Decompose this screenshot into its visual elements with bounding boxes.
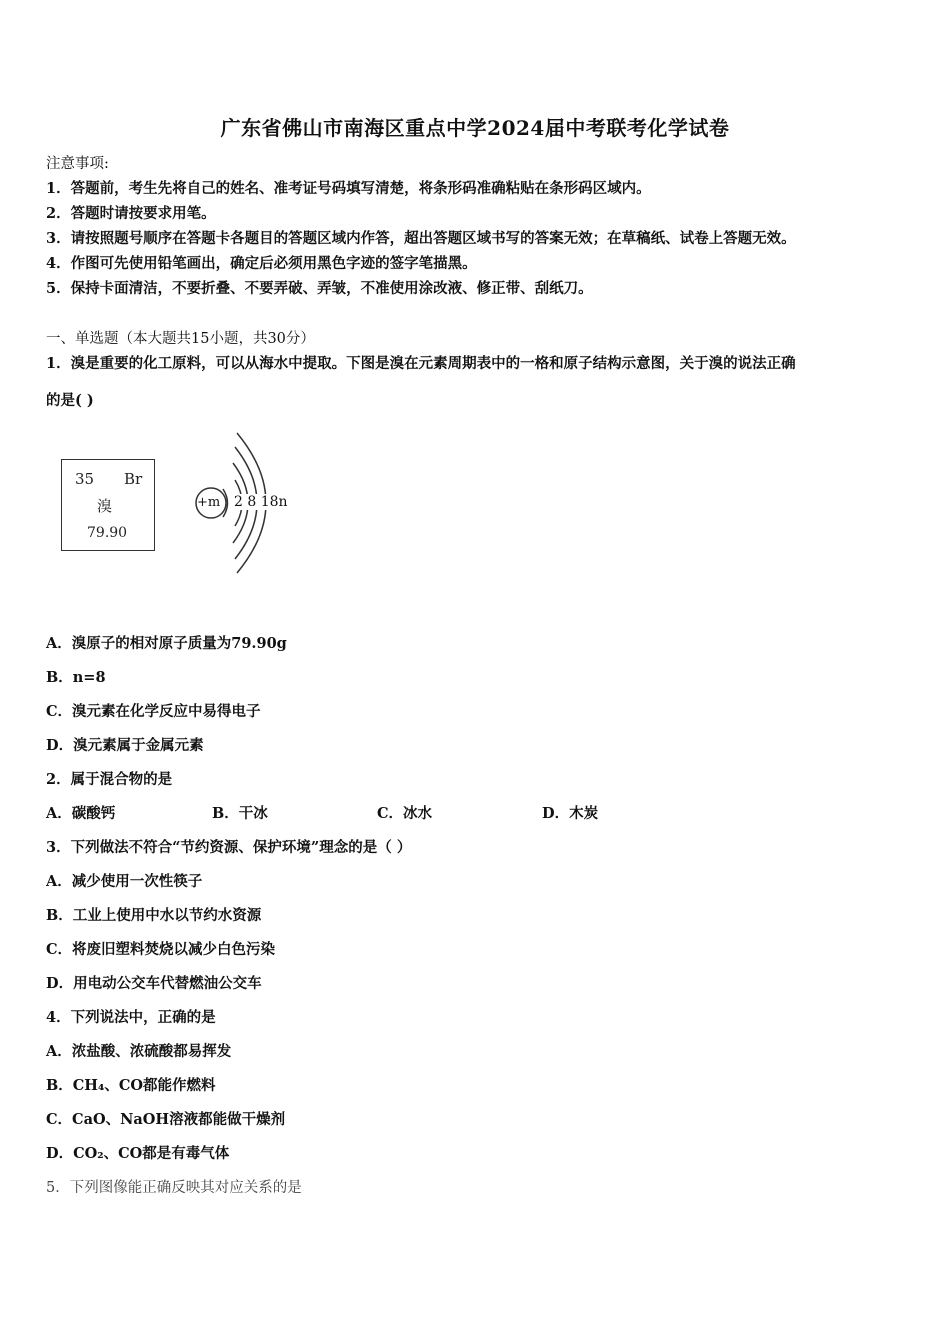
q3-stem: 3．下列做法不符合“节约资源、保护环境”理念的是（ ） (46, 839, 412, 856)
notice-item-1: 1．答题前，考生先将自己的姓名、准考证号码填写清楚，将条形码准确粘贴在条形码区域内。 (46, 180, 651, 197)
q1-option-c: C．溴元素在化学反应中易得电子 (46, 703, 261, 720)
q4-option-a: A．浓盐酸、浓硫酸都易挥发 (46, 1043, 232, 1060)
notice-item-3: 3．请按照题号顺序在答题卡各题目的答题区域内作答，超出答题区域书写的答案无效；在草稿纸、试卷上答题无效。 (46, 230, 796, 247)
q2-stem: 2．属于混合物的是 (46, 771, 173, 788)
q1-option-d: D．溴元素属于金属元素 (46, 737, 204, 754)
q2-option-d: D．木炭 (542, 805, 599, 822)
q2-option-b: B．干冰 (212, 805, 268, 822)
q2-option-a: A．碳酸钙 (46, 805, 116, 822)
q4-stem: 4．下列说法中，正确的是 (46, 1009, 216, 1026)
electron-shells: 2 8 18n (234, 494, 288, 510)
q2-option-c: C．冰水 (377, 805, 433, 822)
q1-option-a: A．溴原子的相对原子质量为79.90g (46, 635, 287, 652)
notice-item-4: 4．作图可先使用铅笔画出，确定后必须用黑色字迹的签字笔描黑。 (46, 255, 477, 272)
periodic-table-cell (61, 459, 155, 551)
element-name: 溴 (97, 497, 113, 515)
notice-item-5: 5．保持卡面清洁，不要折叠、不要弄破、弄皱，不准使用涂改液、修正带、刮纸刀。 (46, 280, 593, 297)
nucleus-charge: +m (197, 495, 221, 510)
element-symbol: Br (124, 470, 143, 488)
q4-option-d: D．CO₂、CO都是有毒气体 (46, 1145, 230, 1162)
q1-option-b: B．n=8 (46, 669, 106, 686)
notice-heading: 注意事项: (46, 156, 109, 172)
page-title: 广东省佛山市南海区重点中学2024届中考联考化学试卷 (220, 116, 730, 140)
q3-option-b: B．工业上使用中水以节约水资源 (46, 907, 262, 924)
notice-item-2: 2．答题时请按要求用笔。 (46, 205, 216, 222)
q4-option-c: C．CaO、NaOH溶液都能做干燥剂 (46, 1111, 286, 1128)
atomic-number: 35 (75, 470, 95, 488)
q3-option-d: D．用电动公交车代替燃油公交车 (46, 975, 262, 992)
q1-stem-line-2: 的是( ) (46, 392, 94, 409)
q3-option-c: C．将废旧塑料焚烧以减少白色污染 (46, 941, 276, 958)
q3-option-a: A．减少使用一次性筷子 (46, 873, 203, 890)
atomic-mass: 79.90 (87, 525, 128, 541)
section-heading: 一、单选题（本大题共15小题，共30分） (46, 331, 315, 347)
q1-stem-line-1: 1．溴是重要的化工原料，可以从海水中提取。下图是溴在元素周期表中的一格和原子结构示意图，关于溴的说法正确 (46, 355, 796, 372)
q5-stem: 5．下列图像能正确反映其对应关系的是 (46, 1180, 302, 1196)
q4-option-b: B．CH₄、CO都能作燃料 (46, 1077, 216, 1094)
